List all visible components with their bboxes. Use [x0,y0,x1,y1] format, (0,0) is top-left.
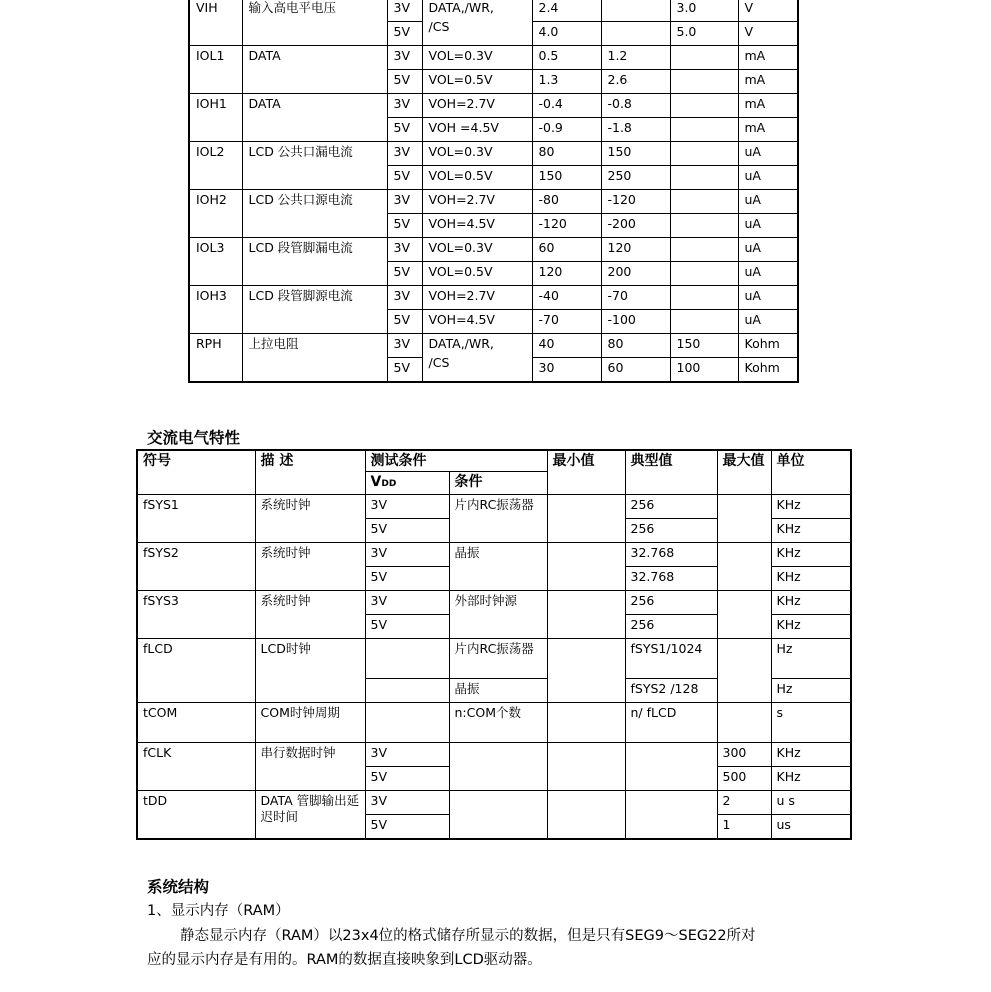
table-cell: uA [738,142,798,166]
table-cell [547,495,625,543]
table-cell [670,46,738,70]
table-cell: -0.9 [532,118,601,142]
table-cell: VOL=0.5V [422,166,532,190]
table-row [189,142,798,166]
table-row [189,238,798,262]
table-cell: LCD 段管脚漏电流 [242,238,387,286]
table-cell: IOH1 [189,94,242,142]
table-row [189,286,798,310]
table-cell [670,214,738,238]
table-cell: 256 [625,495,717,519]
table-cell: V [738,22,798,46]
table-cell: mA [738,70,798,94]
table-cell: -100 [601,310,670,334]
table-cell: 30 [532,358,601,383]
table-cell [449,791,547,840]
table-cell: VOH =4.5V [422,118,532,142]
table-cell: 120 [532,262,601,286]
table-cell: -120 [601,190,670,214]
table-cell: 3V [387,94,422,118]
table-cell: 5.0 [670,22,738,46]
table-cell: 片内RC振荡器 [449,639,547,679]
table-row [137,591,851,615]
table-cell: DATA 管脚输出延迟时间 [255,791,365,840]
table-cell [670,190,738,214]
ac-section-title: 交流电气特性 [147,429,241,447]
table-cell: -70 [532,310,601,334]
table-cell: 1.3 [532,70,601,94]
table-cell: Kohm [738,334,798,358]
table-cell: KHz [771,543,851,567]
table-cell: 300 [717,743,771,767]
table-cell: 32.768 [625,543,717,567]
table-cell: uA [738,262,798,286]
table-cell [717,543,771,591]
table-cell: 1.2 [601,46,670,70]
table-cell: 上拉电阻 [242,334,387,383]
table-cell: IOH2 [189,190,242,238]
table-cell: IOL2 [189,142,242,190]
table-cell: 输入高电平电压 [242,0,387,46]
table-cell: 5V [387,70,422,94]
table-row [137,743,851,767]
ac-header-symbol: 符号 [137,450,255,495]
table-cell [365,679,449,703]
table-cell [547,743,625,791]
table-cell: fSYS1/1024 [625,639,717,679]
table-cell [601,22,670,46]
table-cell: 60 [532,238,601,262]
table-cell: -40 [532,286,601,310]
table-cell: 5V [365,815,449,840]
table-cell: LCD 公共口源电流 [242,190,387,238]
table-cell [717,591,771,639]
table-cell: LCD时钟 [255,639,365,703]
table-cell: 5V [387,214,422,238]
table-cell: KHz [771,767,851,791]
ac-table-body [137,495,851,840]
table-cell [547,591,625,639]
table-cell [670,142,738,166]
table-cell: 2.4 [532,0,601,22]
table-cell: 系统时钟 [255,591,365,639]
table-cell: IOL3 [189,238,242,286]
table-cell: VOL=0.5V [422,262,532,286]
table-cell: fSYS2 /128 [625,679,717,703]
table-cell: -1.8 [601,118,670,142]
table-cell: KHz [771,743,851,767]
table-cell [625,791,717,840]
table-cell: 100 [670,358,738,383]
table-cell: tCOM [137,703,255,743]
table-cell: 3V [387,238,422,262]
table-cell: 0.5 [532,46,601,70]
table-cell: uA [738,214,798,238]
table-cell: -200 [601,214,670,238]
table-row [189,0,798,22]
table-cell: 3V [387,334,422,358]
ac-header-max: 最大值 [717,450,771,495]
table-row [137,543,851,567]
table-cell: us [771,815,851,840]
table-cell [625,743,717,791]
table-cell: 系统时钟 [255,543,365,591]
table-cell: -120 [532,214,601,238]
table-cell: 5V [387,22,422,46]
table-cell [717,495,771,543]
table-cell: VOH=4.5V [422,214,532,238]
table-cell: 3.0 [670,0,738,22]
table-cell: 3V [365,543,449,567]
table-cell: 120 [601,238,670,262]
table-cell: 2 [717,791,771,815]
table-cell [670,118,738,142]
table-cell: VOL=0.5V [422,70,532,94]
table-cell [670,238,738,262]
table-cell: uA [738,166,798,190]
ac-header-test-cond: 测试条件 [365,450,547,472]
cond-line: DATA,/WR, [428,336,494,351]
table-cell [547,639,625,703]
table-cell: -70 [601,286,670,310]
table-cell: -0.4 [532,94,601,118]
ac-header-min: 最小值 [547,450,625,495]
cond-line: DATA,/WR, [428,0,494,15]
table-row [137,639,851,679]
table-cell: 片内RC振荡器 [449,495,547,543]
system-structure-title: 系统结构 [147,878,210,896]
table-cell: 150 [670,334,738,358]
table-cell [547,791,625,840]
table-cell: 晶振 [449,543,547,591]
table-cell: DATA [242,94,387,142]
table-cell: VOH=2.7V [422,94,532,118]
table-cell: tDD [137,791,255,840]
table-cell: 5V [387,262,422,286]
table-row [137,495,851,519]
table-cell: 256 [625,615,717,639]
table-cell: KHz [771,519,851,543]
table-row [189,334,798,358]
table-cell: VIH [189,0,242,46]
ac-header-cond: 条件 [449,472,547,495]
table-cell [670,262,738,286]
table-cell: 3V [387,0,422,22]
table-cell: 256 [625,519,717,543]
table-cell: 系统时钟 [255,495,365,543]
ac-header-desc: 描 述 [255,450,365,495]
table-cell: n/ fLCD [625,703,717,743]
table-cell: Hz [771,679,851,703]
table-cell: VOH=2.7V [422,286,532,310]
table-cell: fSYS2 [137,543,255,591]
table-cell: 5V [387,358,422,383]
table-cell: Hz [771,639,851,679]
table-cell: 150 [601,142,670,166]
table-cell: 5V [387,118,422,142]
table-cell: 32.768 [625,567,717,591]
table-cell: u s [771,791,851,815]
table-cell: KHz [771,615,851,639]
table-cell: IOL1 [189,46,242,94]
table-cell [449,743,547,791]
table-cell [547,703,625,743]
table-cell: -80 [532,190,601,214]
table-cell [422,0,532,46]
table-cell [547,543,625,591]
table-cell: 3V [387,46,422,70]
table-cell [422,334,532,383]
table-cell: fCLK [137,743,255,791]
table-cell: VOL=0.3V [422,142,532,166]
table-cell: 256 [625,591,717,615]
table-cell: KHz [771,495,851,519]
vdd-subscript: DD [381,479,397,489]
ac-header-typ: 典型值 [625,450,717,495]
table-cell: 80 [601,334,670,358]
vdd-label: V [370,474,382,490]
table-cell: 5V [365,615,449,639]
table-cell: KHz [771,567,851,591]
table-cell: uA [738,286,798,310]
table-cell: VOH=2.7V [422,190,532,214]
table-cell: mA [738,46,798,70]
table-cell: fSYS1 [137,495,255,543]
table-cell: s [771,703,851,743]
table-cell: n:COM个数 [449,703,547,743]
table-cell [670,70,738,94]
table-cell: LCD 段管脚源电流 [242,286,387,334]
table-cell [670,94,738,118]
table-cell: VOL=0.3V [422,46,532,70]
table-cell: 5V [387,166,422,190]
table-cell: VOH=4.5V [422,310,532,334]
table-cell: KHz [771,591,851,615]
table-cell [365,703,449,743]
table-cell: VOL=0.3V [422,238,532,262]
table-cell: 150 [532,166,601,190]
table-row [137,791,851,815]
table-cell: mA [738,94,798,118]
table-cell: fLCD [137,639,255,703]
table-cell: DATA [242,46,387,94]
display-ram-item: 1、显示内存（RAM） [147,903,290,919]
table-cell: 外部时钟源 [449,591,547,639]
table-row [137,703,851,743]
table-cell: 200 [601,262,670,286]
table-cell: 500 [717,767,771,791]
table-cell: 3V [365,743,449,767]
table-cell: 80 [532,142,601,166]
table-cell [670,286,738,310]
table-cell: RPH [189,334,242,383]
table-cell: fSYS3 [137,591,255,639]
table-cell: 3V [387,142,422,166]
table-cell: 5V [387,310,422,334]
table-cell [670,310,738,334]
table-cell: V [738,0,798,22]
display-ram-paragraph-line1: 静态显示内存（RAM）以23x4位的格式储存所显示的数据，但是只有SEG9～SEG22所对 [180,928,756,944]
table-cell: -0.8 [601,94,670,118]
table-cell: mA [738,118,798,142]
table-cell: 3V [365,495,449,519]
table-cell: 串行数据时钟 [255,743,365,791]
table-cell: 3V [387,190,422,214]
table-row [189,190,798,214]
table-cell: 250 [601,166,670,190]
cond-line: /CS [428,355,450,370]
table-cell: LCD 公共口漏电流 [242,142,387,190]
cond-line: /CS [428,19,450,34]
table-cell: 60 [601,358,670,383]
table-cell: uA [738,190,798,214]
display-ram-paragraph-line2: 应的显示内存是有用的。RAM的数据直接映象到LCD驱动器。 [147,952,542,968]
table-cell: Kohm [738,358,798,383]
ac-header-vdd [365,472,449,495]
table-cell: COM时钟周期 [255,703,365,743]
table-cell: uA [738,310,798,334]
table-row [189,46,798,70]
table-cell [601,0,670,22]
table-cell: 5V [365,767,449,791]
table-cell [717,639,771,703]
table-cell: 2.6 [601,70,670,94]
ac-header-unit: 单位 [771,450,851,495]
table-cell: IOH3 [189,286,242,334]
table-cell [365,639,449,679]
table-row [189,94,798,118]
ac-characteristics-table [136,449,852,840]
table-cell: 4.0 [532,22,601,46]
dc-table-body [189,0,798,382]
table-cell: uA [738,238,798,262]
dc-characteristics-table [188,0,799,383]
table-cell: 1 [717,815,771,840]
table-cell [670,166,738,190]
table-cell: 晶振 [449,679,547,703]
table-cell: 5V [365,519,449,543]
table-cell [717,703,771,743]
table-cell: 3V [365,791,449,815]
table-cell: 5V [365,567,449,591]
table-cell: 40 [532,334,601,358]
table-cell: 3V [365,591,449,615]
table-cell: 3V [387,286,422,310]
